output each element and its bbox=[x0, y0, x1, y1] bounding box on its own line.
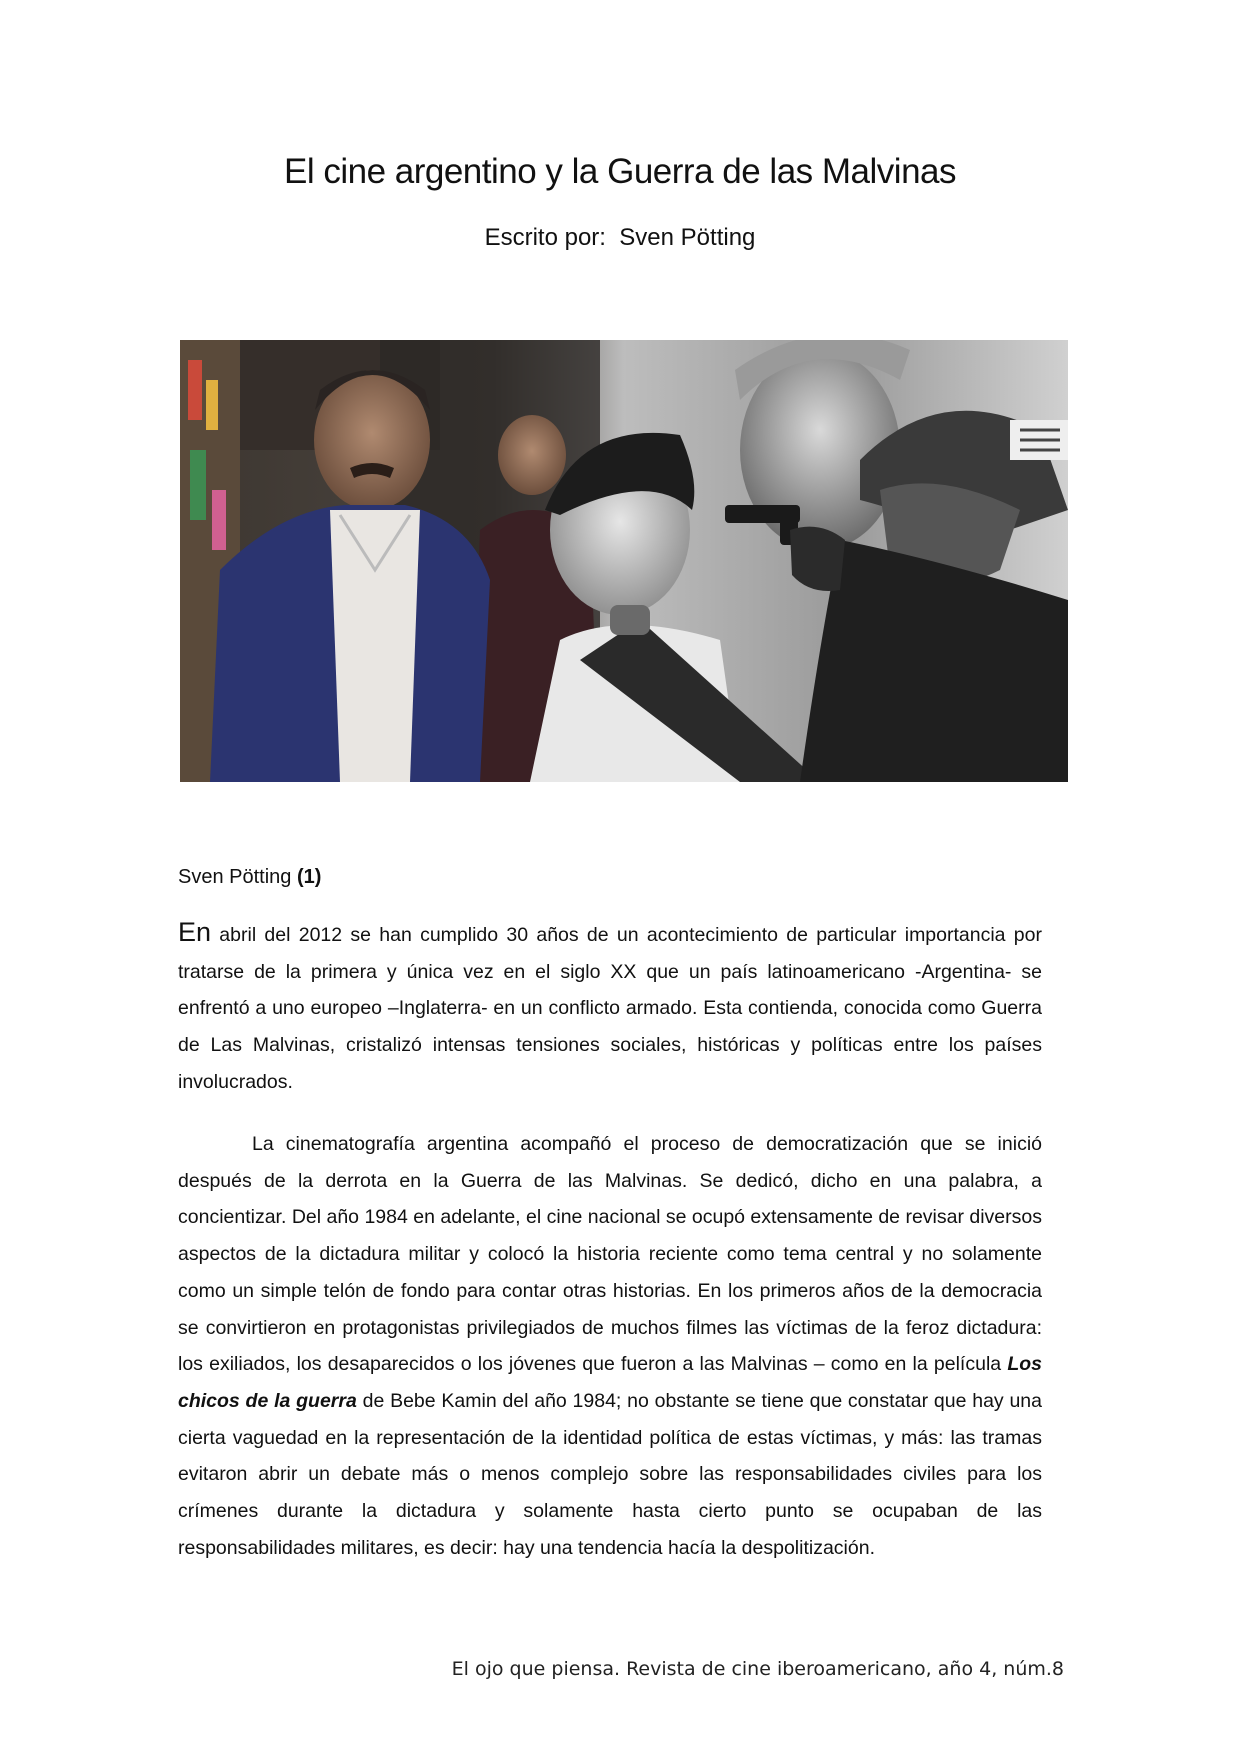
author-line bbox=[178, 866, 321, 889]
author-footnote-marker: (1) bbox=[296, 866, 322, 888]
article-byline: Escrito por: Sven Pötting bbox=[484, 224, 756, 251]
article-title: El cine argentino y la Guerra de las Malvinas bbox=[283, 152, 956, 191]
paragraph-1-text: abril del 2012 se han cumplido 30 años de un acontecimiento de particular importancia por tratarse de la primera y única vez en el siglo XX que un país latinoamericano -Argentina- se enfrentó a uno europeo –Inglaterra- en un conflicto armado. Esta contienda, conocida como Guerra de Las Malvinas, cristalizó intensas tensiones sociales, históricas y políticas entre los países involucrados. bbox=[178, 924, 1042, 1093]
paragraph-1 bbox=[178, 914, 1042, 1101]
paragraph-2-text-after: de Bebe Kamin del año 1984; no obstante se tiene que constatar que hay una cierta vaguedad en la representación de la identidad política de estas víctimas, y más: las tramas evitaron abrir un debate más o menos complejo sobre las responsabilidades civiles para los crímenes durante la dictadura y solamente hasta cierto punto se ocupaban de las responsabilidades militares, es decir: hay una tendencia hacía la despolitización. bbox=[178, 1389, 1042, 1559]
author-name: Sven Pötting bbox=[178, 866, 292, 888]
paragraph-2 bbox=[178, 1126, 1042, 1566]
paragraph-1-first-word: En bbox=[178, 917, 212, 947]
paragraph-2-text-before: La cinematografía argentina acompañó el proceso de democratización que se inició después de la derrota en la Guerra de las Malvinas. Se dedicó, dicho en una palabra, a concientizar. Del año 1984 en adelante, el cine nacional se ocupó extensamente de revisar diversos aspectos de la dictadura militar y colocó la historia reciente como tema central y no solamente como un simple telón de fondo para contar otras historias. En los primeros años de la democracia se convirtieron en protagonistas privilegiados de muchos filmes las víctimas de la feroz dictadura: los exiliados, los desaparecidos o los jóvenes que fueron a las Malvinas – como en la película bbox=[178, 1133, 1042, 1376]
film-title: Los chicos de la guerra bbox=[178, 1353, 1042, 1412]
journal-footer: El ojo que piensa. Revista de cine iberoamericano, año 4, núm.8 bbox=[451, 1658, 1064, 1680]
hero-collage-image bbox=[180, 340, 1068, 782]
